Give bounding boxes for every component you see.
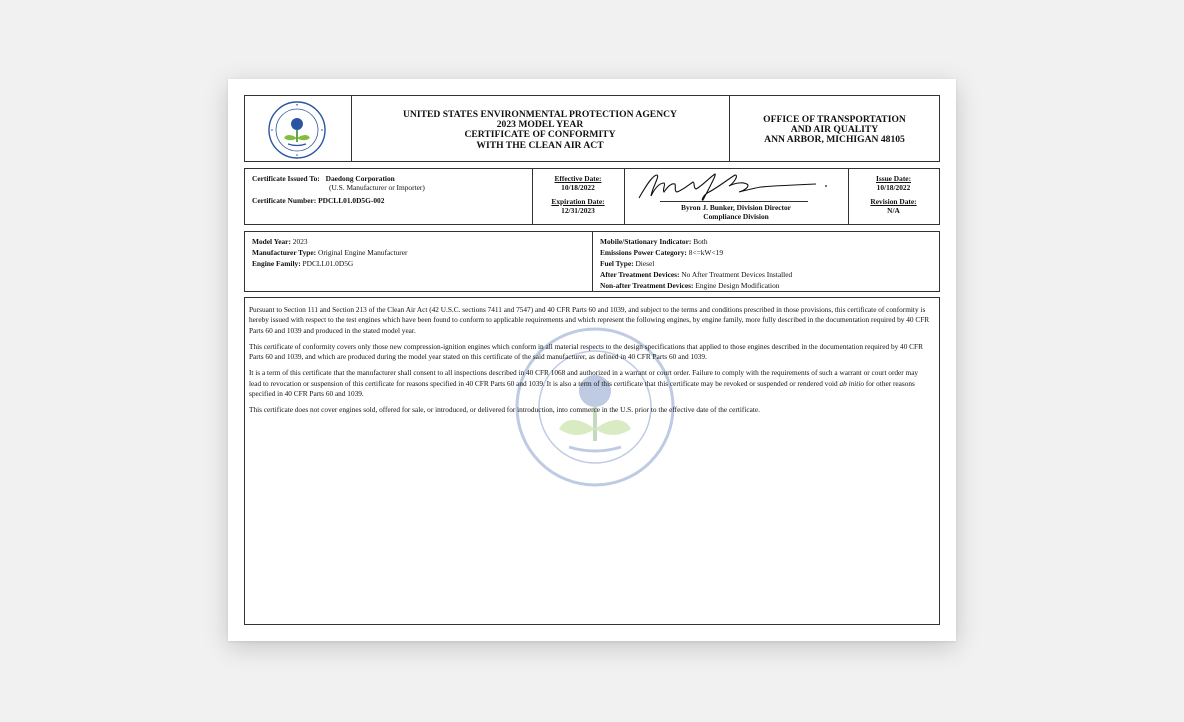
engine-family-field: Engine Family: PDCLL01.0D5G: [252, 259, 354, 268]
after-treatment-field: After Treatment Devices: No After Treatment Devices Installed: [600, 270, 793, 279]
office-line: ANN ARBOR, MICHIGAN 48105: [764, 134, 905, 146]
signature-image: [631, 170, 841, 204]
non-after-treatment-field: Non-after Treatment Devices: Engine Design Modification: [600, 281, 780, 290]
body-text: [249, 305, 931, 422]
office-address: [730, 96, 939, 161]
issued-to-label: Certificate Issued To:: [252, 174, 320, 183]
body-paragraph: This certificate does not cover engines sold, offered for sale, or introduced, or delivered for introduction, into commerce in the U.S. prior to the effective date of the certificate.: [249, 405, 760, 415]
dates-cell: [532, 169, 625, 224]
certificate-header: [244, 95, 940, 162]
power-category-field: Emissions Power Category: 8<=kW<19: [600, 248, 724, 257]
agency-title-line: 2023 MODEL YEAR: [496, 119, 584, 131]
certificate-number-value: PDCLL01.0D5G-002: [318, 196, 385, 205]
certificate-body: [244, 297, 940, 625]
engine-info: [244, 231, 940, 292]
agency-title: [351, 96, 730, 161]
issued-to-sub: (U.S. Manufacturer or Importer): [329, 183, 425, 192]
revision-date-label: Revision Date:: [870, 197, 917, 206]
engine-info-left: [245, 232, 593, 291]
certificate-details: [244, 168, 940, 225]
effective-date-label: Effective Date:: [554, 174, 602, 183]
issued-to-cell: [245, 169, 533, 224]
issue-date-label: Issue Date:: [875, 174, 912, 183]
body-paragraph: It is a term of this certificate that the manufacturer shall consent to all inspections described in 40 CFR 1068 and authorized in a warrant or court order. Failure to comply with the requirements of such a warrant or court order may lead to revocation or suspension of this certificate for reasons specified in 40 CFR Parts 60 and 1039. It is also a term of this certificate that this certificate may be revoked or suspended or rendered void ab initio for other reasons specified in 40 CFR Parts 60 and 1039.: [249, 368, 919, 399]
expiration-date-label: Expiration Date:: [551, 197, 605, 206]
mobile-stationary-field: Mobile/Stationary Indicator: Both: [600, 237, 708, 246]
issue-dates-cell: [848, 169, 939, 224]
issue-date-value: 10/18/2022: [876, 183, 911, 192]
epa-seal-icon: [267, 100, 327, 160]
office-line: OFFICE OF TRANSPORTATION: [763, 114, 906, 125]
agency-title-line: UNITED STATES ENVIRONMENTAL PROTECTION AGENCY: [402, 109, 677, 120]
agency-title-line: WITH THE CLEAN AIR ACT: [476, 139, 604, 151]
certificate-document: [228, 79, 956, 641]
engine-info-right: [593, 232, 939, 291]
office-line: AND AIR QUALITY: [790, 124, 879, 136]
certificate-number-label: Certificate Number:: [252, 196, 317, 205]
agency-title-line: CERTIFICATE OF CONFORMITY: [464, 129, 616, 141]
body-paragraph: This certificate of conformity covers only those new compression-ignition engines which conform in all material respects to the design specifications that applied to those engines described in the documentation required by 40 CFR Parts 60 and 1039, and which are produced during the model year stated on this certificate of the said manufacturer, as defined in 40 CFR Parts 60 and 1039.: [249, 341, 923, 362]
fuel-type-field: Fuel Type: Diesel: [600, 259, 655, 268]
expiration-date-value: 12/31/2023: [561, 206, 595, 215]
seal-cell: [245, 96, 352, 161]
signer-name: Byron J. Bunker, Division Director: [681, 203, 791, 212]
effective-date-value: 10/18/2022: [561, 183, 595, 192]
signer-division: Compliance Division: [703, 212, 769, 221]
manufacturer-type-field: Manufacturer Type: Original Engine Manufacturer: [252, 248, 408, 257]
issued-to-value: Daedong Corporation: [325, 174, 395, 183]
body-paragraph: Pursuant to Section 111 and Section 213 of the Clean Air Act (42 U.S.C. sections 7411 and 7547) and 40 CFR Parts 60 and 1039, and subject to the terms and conditions prescribed in those provisions, this certificate of conformity is hereby issued with respect to the test engines which have been found to conform to applicable requirements and which represent the following engines, by engine family, more fully described in the documentation required by 40 CFR Parts 60 and 1039 and produced in the stated model year.: [249, 305, 930, 335]
revision-date-value: N/A: [887, 206, 900, 215]
model-year-field: Model Year: 2023: [252, 237, 308, 246]
signature-cell: [624, 169, 849, 224]
